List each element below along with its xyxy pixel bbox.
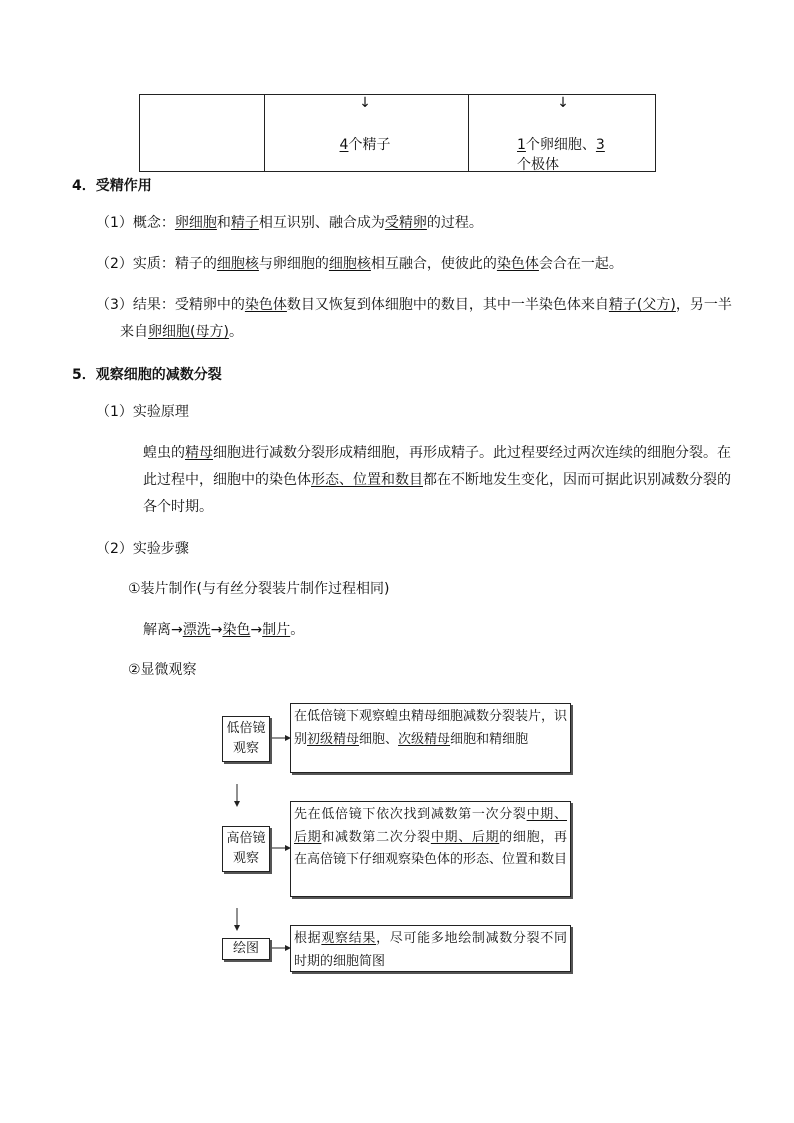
table-cell-sperm: 4个精子 xyxy=(339,137,391,153)
paragraph-result-cont: 来自卵细胞(母方)。 xyxy=(120,324,243,340)
section-heading-meiosis: 5．观察细胞的减数分裂 xyxy=(72,367,222,383)
down-arrow-icon: ↓ xyxy=(557,95,569,111)
step-box-high-power: 高倍镜 观察 xyxy=(222,826,270,872)
step-box-drawing: 绘图 xyxy=(222,938,270,960)
section-heading-fertilization: 4．受精作用 xyxy=(72,178,152,194)
desc-box-high-power: 先在低倍镜下依次找到减数第一次分裂中期、后期和减数第二次分裂中期、后期的细胞，再在高倍镜下仔细观察染色体的形态、位置和数目 xyxy=(290,801,571,897)
table-cell-egg: 1个卵细胞、3个极体 xyxy=(517,137,605,173)
paragraph-concept: （1）概念：卵细胞和精子相互识别、融合成为受精卵的过程。 xyxy=(96,215,483,231)
subheading-steps: （2）实验步骤 xyxy=(96,541,189,557)
principle-line-3: 各个时期。 xyxy=(143,499,213,515)
down-arrow-icon: ↓ xyxy=(359,95,371,111)
principle-line-2: 此过程中，细胞中的染色体形态、位置和数目都在不断地发生变化，因而可据此识别减数分裂的 xyxy=(143,472,731,488)
subheading-principle: （1）实验原理 xyxy=(96,404,189,420)
step-microscopy: ②显微观察 xyxy=(128,662,197,678)
principle-line-1: 蝗虫的精母细胞进行减数分裂形成精细胞，再形成精子。此过程要经过两次连续的细胞分裂。在 xyxy=(143,445,731,461)
step-slide-flow: 解离→漂洗→染色→制片。 xyxy=(143,622,305,638)
paragraph-result: （3）结果：受精卵中的染色体数目又恢复到体细胞中的数目，其中一半染色体来自精子(父方)，另一半 xyxy=(96,297,732,313)
step-box-low-power: 低倍镜 观察 xyxy=(222,716,270,762)
desc-box-low-power: 在低倍镜下观察蝗虫精母细胞减数分裂装片，识别初级精母细胞、次级精母细胞和精细胞 xyxy=(290,703,571,773)
paragraph-essence: （2）实质：精子的细胞核与卵细胞的细胞核相互融合，使彼此的染色体会合在一起。 xyxy=(96,256,623,272)
step-slide-preparation: ①装片制作(与有丝分裂装片制作过程相同) xyxy=(128,581,390,597)
desc-box-drawing: 根据观察结果，尽可能多地绘制减数分裂不同时期的细胞简图 xyxy=(290,925,571,972)
